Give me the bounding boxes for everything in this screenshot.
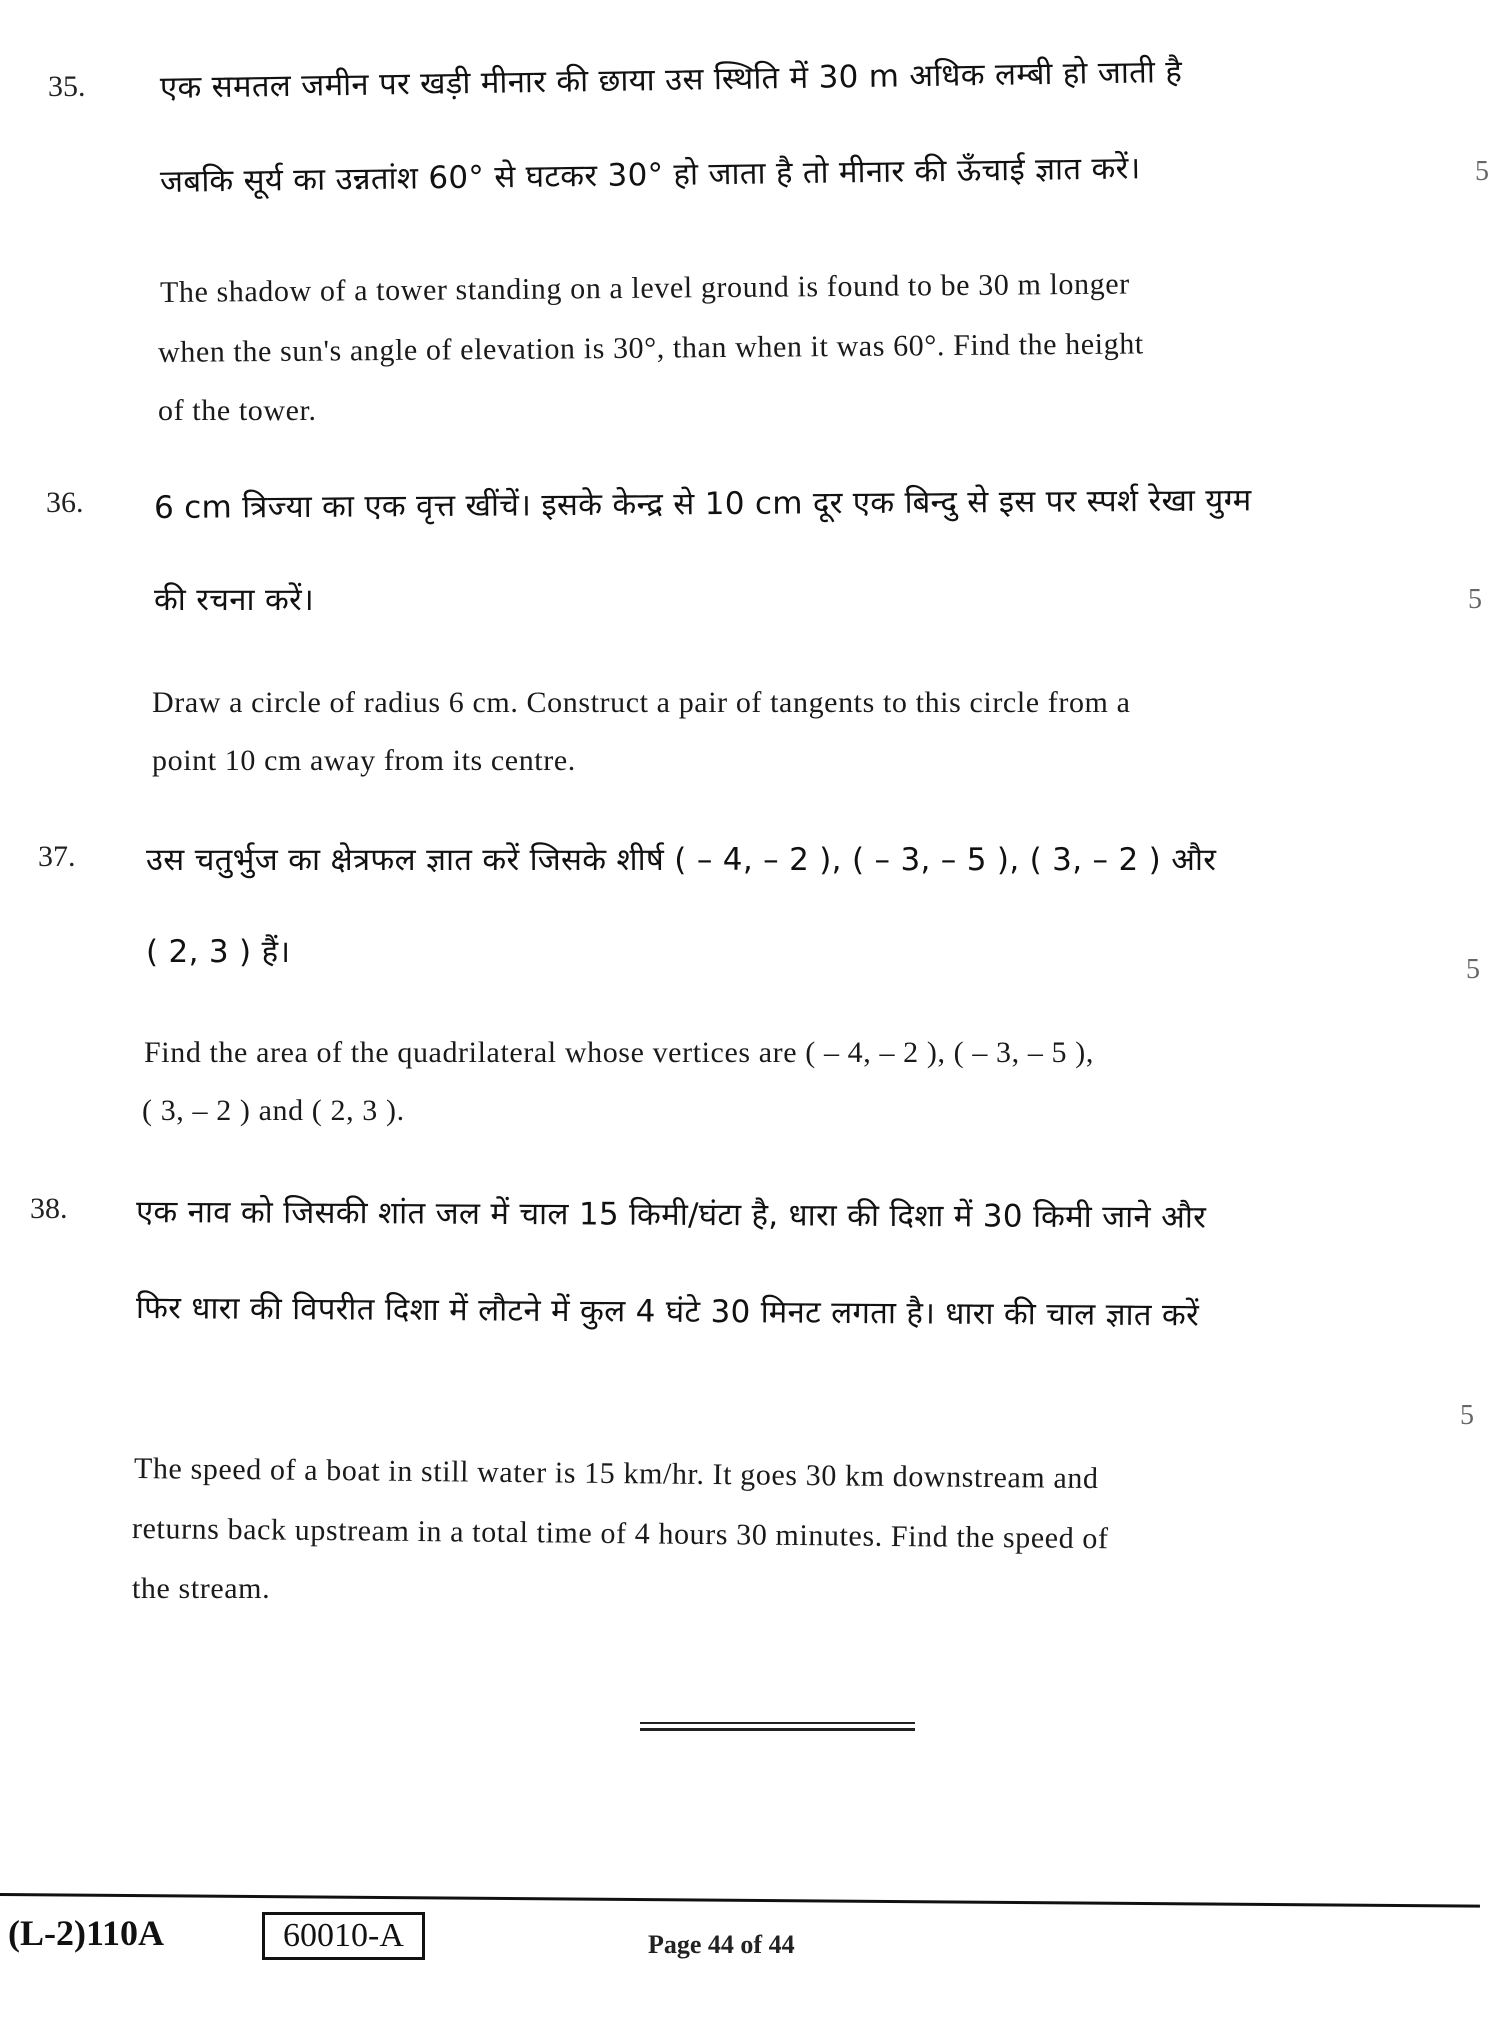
question-english-line: returns back upstream in a total time of 4 hours 30 minutes. Find the speed of xyxy=(131,1512,1109,1556)
question-hindi-line: की रचना करें। xyxy=(154,582,315,618)
question-english-line: the stream. xyxy=(132,1572,271,1605)
question-english-line: of the tower. xyxy=(158,394,317,427)
question-hindi-line: जबकि सूर्य का उन्नतांश 60° से घटकर 30° हो जाता है तो मीनार की ऊँचाई ज्ञात करें। xyxy=(159,150,1141,200)
page-number: Page 44 of 44 xyxy=(648,1930,795,1959)
question-marks: 5 xyxy=(1466,954,1480,985)
question-number: 36. xyxy=(46,486,84,519)
question-number: 35. xyxy=(48,70,86,103)
question-hindi-line: फिर धारा की विपरीत दिशा में लौटने में कुल 4 घंटे 30 मिनट लगता है। धारा की चाल ज्ञात करें xyxy=(135,1290,1200,1334)
question-hindi-line: एक समतल जमीन पर खड़ी मीनार की छाया उस स्थिति में 30 m अधिक लम्बी हो जाती है xyxy=(159,53,1183,106)
question-english-line: The shadow of a tower standing on a level ground is found to be 30 m longer xyxy=(159,267,1130,309)
question-english-line: point 10 cm away from its centre. xyxy=(152,744,576,777)
question-hindi-line: ( 2, 3 ) हैं। xyxy=(146,934,291,970)
question-english-line: ( 3, – 2 ) and ( 2, 3 ). xyxy=(142,1094,405,1127)
question-marks: 5 xyxy=(1475,156,1489,187)
question-hindi-line: उस चतुर्भुज का क्षेत्रफल ज्ञात करें जिसके शीर्ष ( – 4, – 2 ), ( – 3, – 5 ), ( 3, – 2 ) और xyxy=(146,842,1217,878)
boxed-code: 60010-A xyxy=(262,1912,425,1960)
question-english-line: Find the area of the quadrilateral whose vertices are ( – 4, – 2 ), ( – 3, – 5 ), xyxy=(144,1036,1094,1069)
question-english-line: Draw a circle of radius 6 cm. Construct a pair of tangents to this circle from a xyxy=(152,686,1131,719)
question-english-line: The speed of a boat in still water is 15 km/hr. It goes 30 km downstream and xyxy=(133,1452,1099,1496)
question-english-line: when the sun's angle of elevation is 30°, than when it was 60°. Find the height xyxy=(157,327,1144,369)
paper-code: (L-2)110A xyxy=(8,1913,164,1953)
end-rule-bottom xyxy=(640,1728,915,1731)
question-hindi-line: एक नाव को जिसकी शांत जल में चाल 15 किमी/घंटा है, धारा की दिशा में 30 किमी जाने और xyxy=(135,1194,1207,1236)
footer-divider xyxy=(0,1893,1480,1908)
question-hindi-line: 6 cm त्रिज्या का एक वृत्त खींचें। इसके केन्द्र से 10 cm दूर एक बिन्दु से इस पर स्पर्श रेखा युग्म xyxy=(153,482,1252,526)
question-number: 38. xyxy=(30,1192,68,1225)
question-marks: 5 xyxy=(1460,1400,1474,1431)
question-marks: 5 xyxy=(1468,584,1482,615)
question-number: 37. xyxy=(38,840,76,873)
end-rule-top xyxy=(640,1722,915,1724)
